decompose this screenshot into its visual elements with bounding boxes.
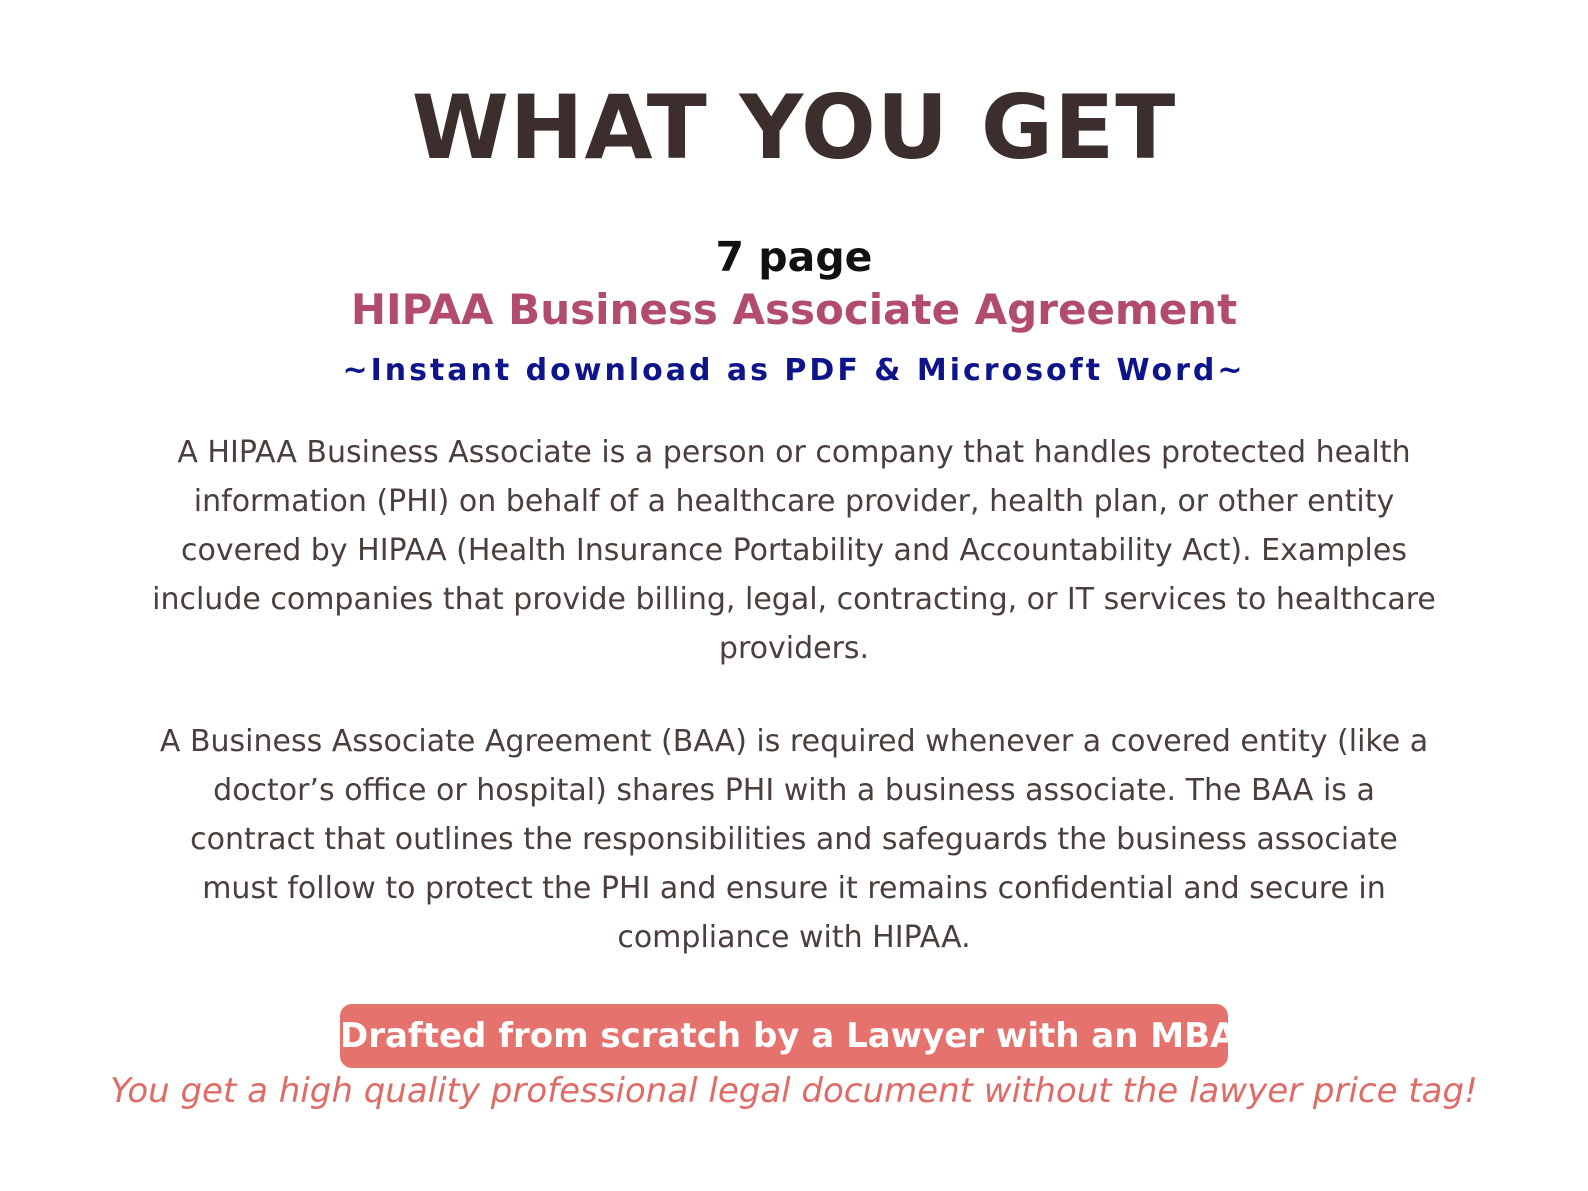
product-title: HIPAA Business Associate Agreement bbox=[350, 285, 1238, 334]
lawyer-drafted-badge: Drafted from scratch by a Lawyer with an MBA. bbox=[340, 1004, 1228, 1068]
page-count-label: 7 page bbox=[715, 233, 873, 281]
baa-description: A Business Associate Agreement (BAA) is required whenever a covered entity (like a doctor’s office or hospital) shares PHI with a business associate. The BAA is a contract that outlines the responsibilities and safeguards the business associate must follow to protect the PHI and ensure it remains confidential and secure in compliance with HIPAA. bbox=[159, 724, 1429, 955]
price-tagline: You get a high quality professional legal document without the lawyer price tag! bbox=[110, 1071, 1478, 1111]
page-title: WHAT YOU GET bbox=[411, 76, 1177, 179]
business-associate-description: A HIPAA Business Associate is a person or company that handles protected health information (PHI) on behalf of a healthcare provider, health plan, or other entity covered by HIPAA (Health Insurance Portability and Accountability Act). Examples include companies that provide billing, legal, contracting, or IT services to healthcare providers. bbox=[152, 435, 1436, 666]
download-format-note: ~Instant download as PDF & Microsoft Word~ bbox=[342, 353, 1246, 388]
